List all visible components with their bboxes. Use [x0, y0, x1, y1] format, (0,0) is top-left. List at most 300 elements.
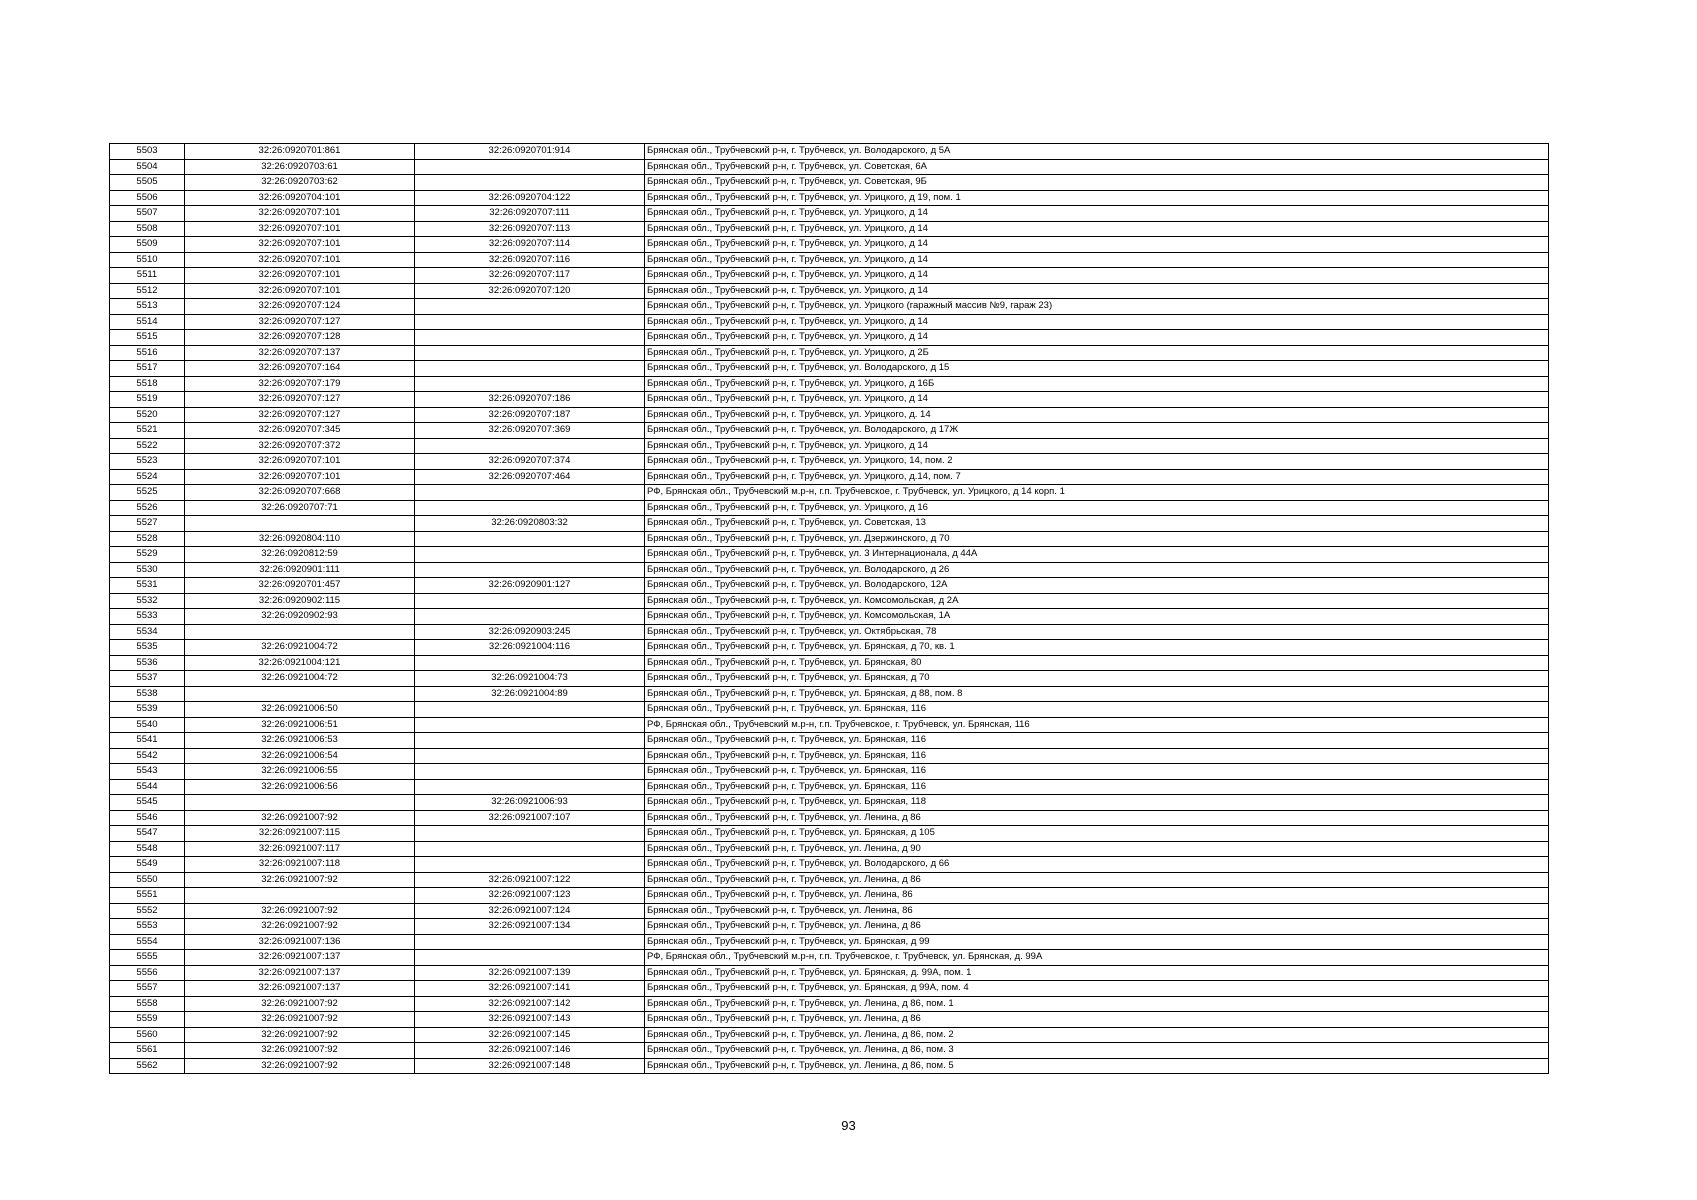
cadastral-number-cell: 32:26:0920902:115 [185, 593, 415, 609]
address-cell: Брянская обл., Трубчевский р-н, г. Трубчевск, ул. Урицкого, д 16Б [645, 376, 1549, 392]
row-number-cell: 5505 [110, 175, 185, 191]
table-row [110, 702, 1549, 718]
table-row [110, 872, 1549, 888]
cadastral-number-cell: 32:26:0921007:92 [185, 996, 415, 1012]
address-cell: Брянская обл., Трубчевский р-н, г. Трубчевск, ул. Брянская, 116 [645, 733, 1549, 749]
row-number-cell: 5523 [110, 454, 185, 470]
object-number-cell [415, 438, 645, 454]
row-number-cell: 5517 [110, 361, 185, 377]
address-cell: Брянская обл., Трубчевский р-н, г. Трубчевск, ул. Ленина, д 86, пом. 1 [645, 996, 1549, 1012]
object-number-cell: 32:26:0921007:124 [415, 903, 645, 919]
cadastral-number-cell: 32:26:0920804:110 [185, 531, 415, 547]
cadastral-number-cell: 32:26:0920707:101 [185, 283, 415, 299]
address-cell: Брянская обл., Трубчевский р-н, г. Трубчевск, ул. Брянская, д 105 [645, 826, 1549, 842]
address-cell: Брянская обл., Трубчевский р-н, г. Трубчевск, ул. Урицкого, д 14 [645, 392, 1549, 408]
row-number-cell: 5503 [110, 144, 185, 160]
address-cell: Брянская обл., Трубчевский р-н, г. Трубчевск, ул. Урицкого, 14, пом. 2 [645, 454, 1549, 470]
cadastral-number-cell: 32:26:0921006:55 [185, 764, 415, 780]
cadastral-number-cell [185, 795, 415, 811]
object-number-cell [415, 733, 645, 749]
address-cell: Брянская обл., Трубчевский р-н, г. Трубчевск, ул. Володарского, 12А [645, 578, 1549, 594]
table-row [110, 686, 1549, 702]
cadastral-number-cell: 32:26:0920707:101 [185, 469, 415, 485]
table-row [110, 640, 1549, 656]
cadastral-number-cell: 32:26:0921006:54 [185, 748, 415, 764]
cadastral-number-cell: 32:26:0920701:457 [185, 578, 415, 594]
row-number-cell: 5554 [110, 934, 185, 950]
address-cell: Брянская обл., Трубчевский р-н, г. Трубчевск, ул. Брянская, д 70, кв. 1 [645, 640, 1549, 656]
object-number-cell [415, 655, 645, 671]
object-number-cell [415, 702, 645, 718]
cadastral-number-cell [185, 888, 415, 904]
address-cell: Брянская обл., Трубчевский р-н, г. Трубчевск, ул. Володарского, д 26 [645, 562, 1549, 578]
table-row [110, 950, 1549, 966]
address-cell: Брянская обл., Трубчевский р-н, г. Трубчевск, ул. Ленина, 86 [645, 888, 1549, 904]
object-number-cell: 32:26:0921007:134 [415, 919, 645, 935]
row-number-cell: 5529 [110, 547, 185, 563]
cadastral-number-cell: 32:26:0921006:50 [185, 702, 415, 718]
cadastral-number-cell: 32:26:0921007:137 [185, 981, 415, 997]
table-row [110, 593, 1549, 609]
table-row [110, 624, 1549, 640]
table-row [110, 717, 1549, 733]
table-row [110, 609, 1549, 625]
table-row [110, 144, 1549, 160]
cadastral-number-cell: 32:26:0920707:668 [185, 485, 415, 501]
row-number-cell: 5527 [110, 516, 185, 532]
cadastral-number-cell: 32:26:0920707:101 [185, 454, 415, 470]
row-number-cell: 5536 [110, 655, 185, 671]
object-number-cell [415, 485, 645, 501]
object-number-cell [415, 857, 645, 873]
table-row [110, 252, 1549, 268]
table-row [110, 500, 1549, 516]
cadastral-number-cell: 32:26:0920707:372 [185, 438, 415, 454]
address-cell: Брянская обл., Трубчевский р-н, г. Трубчевск, ул. Урицкого, д 14 [645, 330, 1549, 346]
object-number-cell [415, 609, 645, 625]
address-cell: Брянская обл., Трубчевский р-н, г. Трубчевск, ул. Советская, 9Б [645, 175, 1549, 191]
row-number-cell: 5530 [110, 562, 185, 578]
row-number-cell: 5514 [110, 314, 185, 330]
object-number-cell: 32:26:0921007:107 [415, 810, 645, 826]
address-cell: Брянская обл., Трубчевский р-н, г. Трубчевск, ул. Урицкого, д 14 [645, 438, 1549, 454]
address-cell: РФ, Брянская обл., Трубчевский м.р-н, г.п. Трубчевское, г. Трубчевск, ул. Урицкого, д 14 корп. 1 [645, 485, 1549, 501]
address-cell: Брянская обл., Трубчевский р-н, г. Трубчевск, ул. Урицкого, д.14, пом. 7 [645, 469, 1549, 485]
row-number-cell: 5543 [110, 764, 185, 780]
table-row [110, 376, 1549, 392]
table-body [110, 144, 1549, 1074]
table-row [110, 299, 1549, 315]
row-number-cell: 5537 [110, 671, 185, 687]
cadastral-number-cell: 32:26:0920707:345 [185, 423, 415, 439]
row-number-cell: 5515 [110, 330, 185, 346]
address-cell: Брянская обл., Трубчевский р-н, г. Трубчевск, ул. Урицкого, д 19, пом. 1 [645, 190, 1549, 206]
row-number-cell: 5553 [110, 919, 185, 935]
table-row [110, 268, 1549, 284]
page-number: 93 [841, 1118, 856, 1133]
object-number-cell: 32:26:0920701:914 [415, 144, 645, 160]
row-number-cell: 5533 [110, 609, 185, 625]
address-cell: Брянская обл., Трубчевский р-н, г. Трубчевск, ул. Ленина, д 86 [645, 810, 1549, 826]
row-number-cell: 5518 [110, 376, 185, 392]
cadastral-number-cell: 32:26:0921007:117 [185, 841, 415, 857]
address-cell: Брянская обл., Трубчевский р-н, г. Трубчевск, ул. Урицкого (гаражный массив №9, гараж 23) [645, 299, 1549, 315]
row-number-cell: 5535 [110, 640, 185, 656]
address-cell: Брянская обл., Трубчевский р-н, г. Трубчевск, ул. Брянская, 118 [645, 795, 1549, 811]
cadastral-number-cell: 32:26:0920703:61 [185, 159, 415, 175]
address-cell: Брянская обл., Трубчевский р-н, г. Трубчевск, ул. Дзержинского, д 70 [645, 531, 1549, 547]
table-row [110, 392, 1549, 408]
table-row [110, 888, 1549, 904]
row-number-cell: 5511 [110, 268, 185, 284]
object-number-cell [415, 841, 645, 857]
row-number-cell: 5525 [110, 485, 185, 501]
object-number-cell: 32:26:0921007:142 [415, 996, 645, 1012]
cadastral-number-cell: 32:26:0921007:137 [185, 965, 415, 981]
row-number-cell: 5547 [110, 826, 185, 842]
object-number-cell [415, 748, 645, 764]
table-row [110, 221, 1549, 237]
cadastral-number-cell: 32:26:0920901:111 [185, 562, 415, 578]
row-number-cell: 5541 [110, 733, 185, 749]
object-number-cell: 32:26:0921007:139 [415, 965, 645, 981]
address-cell: Брянская обл., Трубчевский р-н, г. Трубчевск, ул. Брянская, д 70 [645, 671, 1549, 687]
table-row [110, 779, 1549, 795]
address-cell: Брянская обл., Трубчевский р-н, г. Трубчевск, ул. Володарского, д 17Ж [645, 423, 1549, 439]
cadastral-number-cell [185, 516, 415, 532]
table-row [110, 423, 1549, 439]
row-number-cell: 5548 [110, 841, 185, 857]
table-row [110, 175, 1549, 191]
object-number-cell [415, 779, 645, 795]
object-number-cell: 32:26:0920707:120 [415, 283, 645, 299]
object-number-cell: 32:26:0920707:113 [415, 221, 645, 237]
table-row [110, 407, 1549, 423]
table-row [110, 1012, 1549, 1028]
row-number-cell: 5532 [110, 593, 185, 609]
row-number-cell: 5540 [110, 717, 185, 733]
address-cell: Брянская обл., Трубчевский р-н, г. Трубчевск, ул. Урицкого, д 14 [645, 283, 1549, 299]
row-number-cell: 5561 [110, 1043, 185, 1059]
cadastral-number-cell: 32:26:0920707:128 [185, 330, 415, 346]
object-number-cell [415, 361, 645, 377]
object-number-cell: 32:26:0921007:146 [415, 1043, 645, 1059]
row-number-cell: 5544 [110, 779, 185, 795]
address-cell: Брянская обл., Трубчевский р-н, г. Трубчевск, ул. Брянская, 116 [645, 702, 1549, 718]
row-number-cell: 5550 [110, 872, 185, 888]
cadastral-number-cell: 32:26:0920704:101 [185, 190, 415, 206]
address-cell: Брянская обл., Трубчевский р-н, г. Трубчевск, ул. Брянская, 116 [645, 779, 1549, 795]
row-number-cell: 5538 [110, 686, 185, 702]
object-number-cell [415, 950, 645, 966]
cadastral-number-cell: 32:26:0921007:92 [185, 1058, 415, 1074]
row-number-cell: 5546 [110, 810, 185, 826]
table-row [110, 903, 1549, 919]
address-cell: Брянская обл., Трубчевский р-н, г. Трубчевск, ул. Урицкого, д. 14 [645, 407, 1549, 423]
address-cell: Брянская обл., Трубчевский р-н, г. Трубчевск, ул. Урицкого, д 14 [645, 268, 1549, 284]
object-number-cell: 32:26:0921007:148 [415, 1058, 645, 1074]
address-cell: Брянская обл., Трубчевский р-н, г. Трубчевск, ул. Брянская, д 99 [645, 934, 1549, 950]
object-number-cell: 32:26:0920707:187 [415, 407, 645, 423]
cadastral-number-cell: 32:26:0921007:137 [185, 950, 415, 966]
object-number-cell: 32:26:0920707:464 [415, 469, 645, 485]
cadastral-number-cell: 32:26:0920707:101 [185, 206, 415, 222]
address-cell: Брянская обл., Трубчевский р-н, г. Трубчевск, ул. Ленина, д 86 [645, 919, 1549, 935]
address-cell: Брянская обл., Трубчевский р-н, г. Трубчевск, ул. Брянская, д 88, пом. 8 [645, 686, 1549, 702]
object-number-cell: 32:26:0920707:374 [415, 454, 645, 470]
row-number-cell: 5522 [110, 438, 185, 454]
address-cell: Брянская обл., Трубчевский р-н, г. Трубчевск, ул. Советская, 6А [645, 159, 1549, 175]
address-cell: Брянская обл., Трубчевский р-н, г. Трубчевск, ул. Урицкого, д 14 [645, 206, 1549, 222]
cadastral-number-cell: 32:26:0921007:92 [185, 810, 415, 826]
address-cell: Брянская обл., Трубчевский р-н, г. Трубчевск, ул. Урицкого, д 2Б [645, 345, 1549, 361]
cadastral-number-cell: 32:26:0920902:93 [185, 609, 415, 625]
address-cell: Брянская обл., Трубчевский р-н, г. Трубчевск, ул. Ленина, д 86, пом. 5 [645, 1058, 1549, 1074]
address-cell: Брянская обл., Трубчевский р-н, г. Трубчевск, ул. Брянская, д 99А, пом. 4 [645, 981, 1549, 997]
cadastral-number-cell: 32:26:0920707:137 [185, 345, 415, 361]
table-row [110, 454, 1549, 470]
object-number-cell [415, 159, 645, 175]
row-number-cell: 5545 [110, 795, 185, 811]
row-number-cell: 5528 [110, 531, 185, 547]
table-row [110, 671, 1549, 687]
address-cell: Брянская обл., Трубчевский р-н, г. Трубчевск, ул. Октябрьская, 78 [645, 624, 1549, 640]
cadastral-number-cell: 32:26:0920707:164 [185, 361, 415, 377]
table-row [110, 996, 1549, 1012]
row-number-cell: 5508 [110, 221, 185, 237]
object-number-cell: 32:26:0920803:32 [415, 516, 645, 532]
address-cell: Брянская обл., Трубчевский р-н, г. Трубчевск, ул. Брянская, 80 [645, 655, 1549, 671]
cadastral-number-cell: 32:26:0921004:72 [185, 671, 415, 687]
object-number-cell [415, 764, 645, 780]
cadastral-number-cell: 32:26:0921004:72 [185, 640, 415, 656]
row-number-cell: 5504 [110, 159, 185, 175]
address-cell: Брянская обл., Трубчевский р-н, г. Трубчевск, ул. Брянская, 116 [645, 764, 1549, 780]
row-number-cell: 5526 [110, 500, 185, 516]
table-row [110, 516, 1549, 532]
object-number-cell: 32:26:0920903:245 [415, 624, 645, 640]
object-number-cell [415, 593, 645, 609]
object-number-cell [415, 562, 645, 578]
address-cell: Брянская обл., Трубчевский р-н, г. Трубчевск, ул. Советская, 13 [645, 516, 1549, 532]
cadastral-number-cell [185, 624, 415, 640]
cadastral-number-cell: 32:26:0921006:53 [185, 733, 415, 749]
object-number-cell: 32:26:0920707:111 [415, 206, 645, 222]
object-number-cell [415, 299, 645, 315]
cadastral-number-cell: 32:26:0920707:101 [185, 221, 415, 237]
object-number-cell: 32:26:0920707:116 [415, 252, 645, 268]
table-row [110, 190, 1549, 206]
object-number-cell [415, 934, 645, 950]
address-cell: Брянская обл., Трубчевский р-н, г. Трубчевск, ул. Ленина, 86 [645, 903, 1549, 919]
address-cell: Брянская обл., Трубчевский р-н, г. Трубчевск, ул. Урицкого, д 14 [645, 237, 1549, 253]
address-cell: Брянская обл., Трубчевский р-н, г. Трубчевск, ул. Ленина, д 86 [645, 872, 1549, 888]
cadastral-number-cell: 32:26:0921007:118 [185, 857, 415, 873]
address-cell: Брянская обл., Трубчевский р-н, г. Трубчевск, ул. Ленина, д 86, пом. 2 [645, 1027, 1549, 1043]
cadastral-number-cell: 32:26:0920703:62 [185, 175, 415, 191]
table-row [110, 159, 1549, 175]
address-cell: Брянская обл., Трубчевский р-н, г. Трубчевск, ул. Ленина, д 86, пом. 3 [645, 1043, 1549, 1059]
table-row [110, 438, 1549, 454]
row-number-cell: 5560 [110, 1027, 185, 1043]
row-number-cell: 5520 [110, 407, 185, 423]
row-number-cell: 5534 [110, 624, 185, 640]
row-number-cell: 5551 [110, 888, 185, 904]
row-number-cell: 5521 [110, 423, 185, 439]
row-number-cell: 5507 [110, 206, 185, 222]
row-number-cell: 5562 [110, 1058, 185, 1074]
cadastral-number-cell: 32:26:0921007:92 [185, 872, 415, 888]
object-number-cell: 32:26:0920707:114 [415, 237, 645, 253]
row-number-cell: 5555 [110, 950, 185, 966]
table-row [110, 485, 1549, 501]
object-number-cell [415, 345, 645, 361]
cadastral-number-cell: 32:26:0920707:127 [185, 392, 415, 408]
row-number-cell: 5519 [110, 392, 185, 408]
table-row [110, 1058, 1549, 1074]
object-number-cell: 32:26:0921004:73 [415, 671, 645, 687]
table-row [110, 283, 1549, 299]
cadastral-number-cell: 32:26:0921007:92 [185, 919, 415, 935]
object-number-cell: 32:26:0921004:116 [415, 640, 645, 656]
row-number-cell: 5556 [110, 965, 185, 981]
row-number-cell: 5559 [110, 1012, 185, 1028]
table-row [110, 237, 1549, 253]
table-row [110, 345, 1549, 361]
table-row [110, 1043, 1549, 1059]
cadastral-number-cell: 32:26:0920707:101 [185, 252, 415, 268]
object-number-cell: 32:26:0921007:141 [415, 981, 645, 997]
address-cell: Брянская обл., Трубчевский р-н, г. Трубчевск, ул. Урицкого, д 16 [645, 500, 1549, 516]
object-number-cell [415, 500, 645, 516]
table-row [110, 469, 1549, 485]
row-number-cell: 5513 [110, 299, 185, 315]
table-row [110, 934, 1549, 950]
object-number-cell [415, 330, 645, 346]
object-number-cell: 32:26:0921007:145 [415, 1027, 645, 1043]
object-number-cell [415, 314, 645, 330]
table-row [110, 578, 1549, 594]
address-cell: Брянская обл., Трубчевский р-н, г. Трубчевск, ул. Ленина, д 86 [645, 1012, 1549, 1028]
table-row [110, 547, 1549, 563]
table-row [110, 733, 1549, 749]
row-number-cell: 5524 [110, 469, 185, 485]
table-row [110, 965, 1549, 981]
table-row [110, 206, 1549, 222]
table-row [110, 531, 1549, 547]
cadastral-table [109, 143, 1549, 1074]
table-row [110, 857, 1549, 873]
cadastral-number-cell: 32:26:0920701:861 [185, 144, 415, 160]
cadastral-number-cell: 32:26:0921007:115 [185, 826, 415, 842]
table-row [110, 314, 1549, 330]
table-row [110, 810, 1549, 826]
cadastral-number-cell: 32:26:0921007:92 [185, 1012, 415, 1028]
cadastral-number-cell: 32:26:0920812:59 [185, 547, 415, 563]
object-number-cell [415, 717, 645, 733]
row-number-cell: 5558 [110, 996, 185, 1012]
row-number-cell: 5549 [110, 857, 185, 873]
address-cell: РФ, Брянская обл., Трубчевский м.р-н, г.п. Трубчевское, г. Трубчевск, ул. Брянская, 116 [645, 717, 1549, 733]
row-number-cell: 5539 [110, 702, 185, 718]
address-cell: Брянская обл., Трубчевский р-н, г. Трубчевск, ул. Урицкого, д 14 [645, 252, 1549, 268]
cadastral-number-cell: 32:26:0921007:92 [185, 1027, 415, 1043]
row-number-cell: 5531 [110, 578, 185, 594]
address-cell: Брянская обл., Трубчевский р-н, г. Трубчевск, ул. Брянская, 116 [645, 748, 1549, 764]
object-number-cell: 32:26:0921004:89 [415, 686, 645, 702]
address-cell: Брянская обл., Трубчевский р-н, г. Трубчевск, ул. 3 Интернационала, д 44А [645, 547, 1549, 563]
cadastral-number-cell: 32:26:0921004:121 [185, 655, 415, 671]
address-cell: Брянская обл., Трубчевский р-н, г. Трубчевск, ул. Володарского, д 15 [645, 361, 1549, 377]
row-number-cell: 5510 [110, 252, 185, 268]
cadastral-number-cell: 32:26:0920707:127 [185, 314, 415, 330]
object-number-cell [415, 175, 645, 191]
cadastral-number-cell: 32:26:0921007:92 [185, 903, 415, 919]
object-number-cell [415, 547, 645, 563]
row-number-cell: 5506 [110, 190, 185, 206]
table-row [110, 562, 1549, 578]
cadastral-number-cell: 32:26:0920707:124 [185, 299, 415, 315]
row-number-cell: 5542 [110, 748, 185, 764]
cadastral-number-cell: 32:26:0921007:136 [185, 934, 415, 950]
table-row [110, 919, 1549, 935]
object-number-cell: 32:26:0921007:123 [415, 888, 645, 904]
address-cell: Брянская обл., Трубчевский р-н, г. Трубчевск, ул. Володарского, д 5А [645, 144, 1549, 160]
object-number-cell: 32:26:0920707:117 [415, 268, 645, 284]
address-cell: Брянская обл., Трубчевский р-н, г. Трубчевск, ул. Урицкого, д 14 [645, 221, 1549, 237]
table-row [110, 764, 1549, 780]
row-number-cell: 5552 [110, 903, 185, 919]
table-row [110, 826, 1549, 842]
address-cell: Брянская обл., Трубчевский р-н, г. Трубчевск, ул. Ленина, д 90 [645, 841, 1549, 857]
table-row [110, 841, 1549, 857]
table-row [110, 361, 1549, 377]
table-row [110, 981, 1549, 997]
cadastral-number-cell: 32:26:0920707:101 [185, 268, 415, 284]
cadastral-number-cell: 32:26:0920707:101 [185, 237, 415, 253]
cadastral-number-cell: 32:26:0921006:51 [185, 717, 415, 733]
address-cell: Брянская обл., Трубчевский р-н, г. Трубчевск, ул. Урицкого, д 14 [645, 314, 1549, 330]
object-number-cell [415, 826, 645, 842]
object-number-cell: 32:26:0920707:186 [415, 392, 645, 408]
table-row [110, 655, 1549, 671]
row-number-cell: 5516 [110, 345, 185, 361]
object-number-cell: 32:26:0921007:143 [415, 1012, 645, 1028]
row-number-cell: 5509 [110, 237, 185, 253]
address-cell: Брянская обл., Трубчевский р-н, г. Трубчевск, ул. Комсомольская, д 2А [645, 593, 1549, 609]
object-number-cell: 32:26:0920704:122 [415, 190, 645, 206]
table-row [110, 330, 1549, 346]
table-row [110, 1027, 1549, 1043]
cadastral-number-cell: 32:26:0920707:71 [185, 500, 415, 516]
row-number-cell: 5557 [110, 981, 185, 997]
object-number-cell [415, 376, 645, 392]
row-number-cell: 5512 [110, 283, 185, 299]
object-number-cell: 32:26:0921007:122 [415, 872, 645, 888]
cadastral-number-cell: 32:26:0920707:127 [185, 407, 415, 423]
object-number-cell [415, 531, 645, 547]
object-number-cell: 32:26:0920901:127 [415, 578, 645, 594]
address-cell: Брянская обл., Трубчевский р-н, г. Трубчевск, ул. Брянская, д. 99А, пом. 1 [645, 965, 1549, 981]
address-cell: Брянская обл., Трубчевский р-н, г. Трубчевск, ул. Володарского, д 66 [645, 857, 1549, 873]
cadastral-number-cell [185, 686, 415, 702]
address-cell: РФ, Брянская обл., Трубчевский м.р-н, г.п. Трубчевское, г. Трубчевск, ул. Брянская, д. 99А [645, 950, 1549, 966]
address-cell: Брянская обл., Трубчевский р-н, г. Трубчевск, ул. Комсомольская, 1А [645, 609, 1549, 625]
object-number-cell: 32:26:0921006:93 [415, 795, 645, 811]
cadastral-number-cell: 32:26:0920707:179 [185, 376, 415, 392]
cadastral-number-cell: 32:26:0921006:56 [185, 779, 415, 795]
table-row [110, 795, 1549, 811]
